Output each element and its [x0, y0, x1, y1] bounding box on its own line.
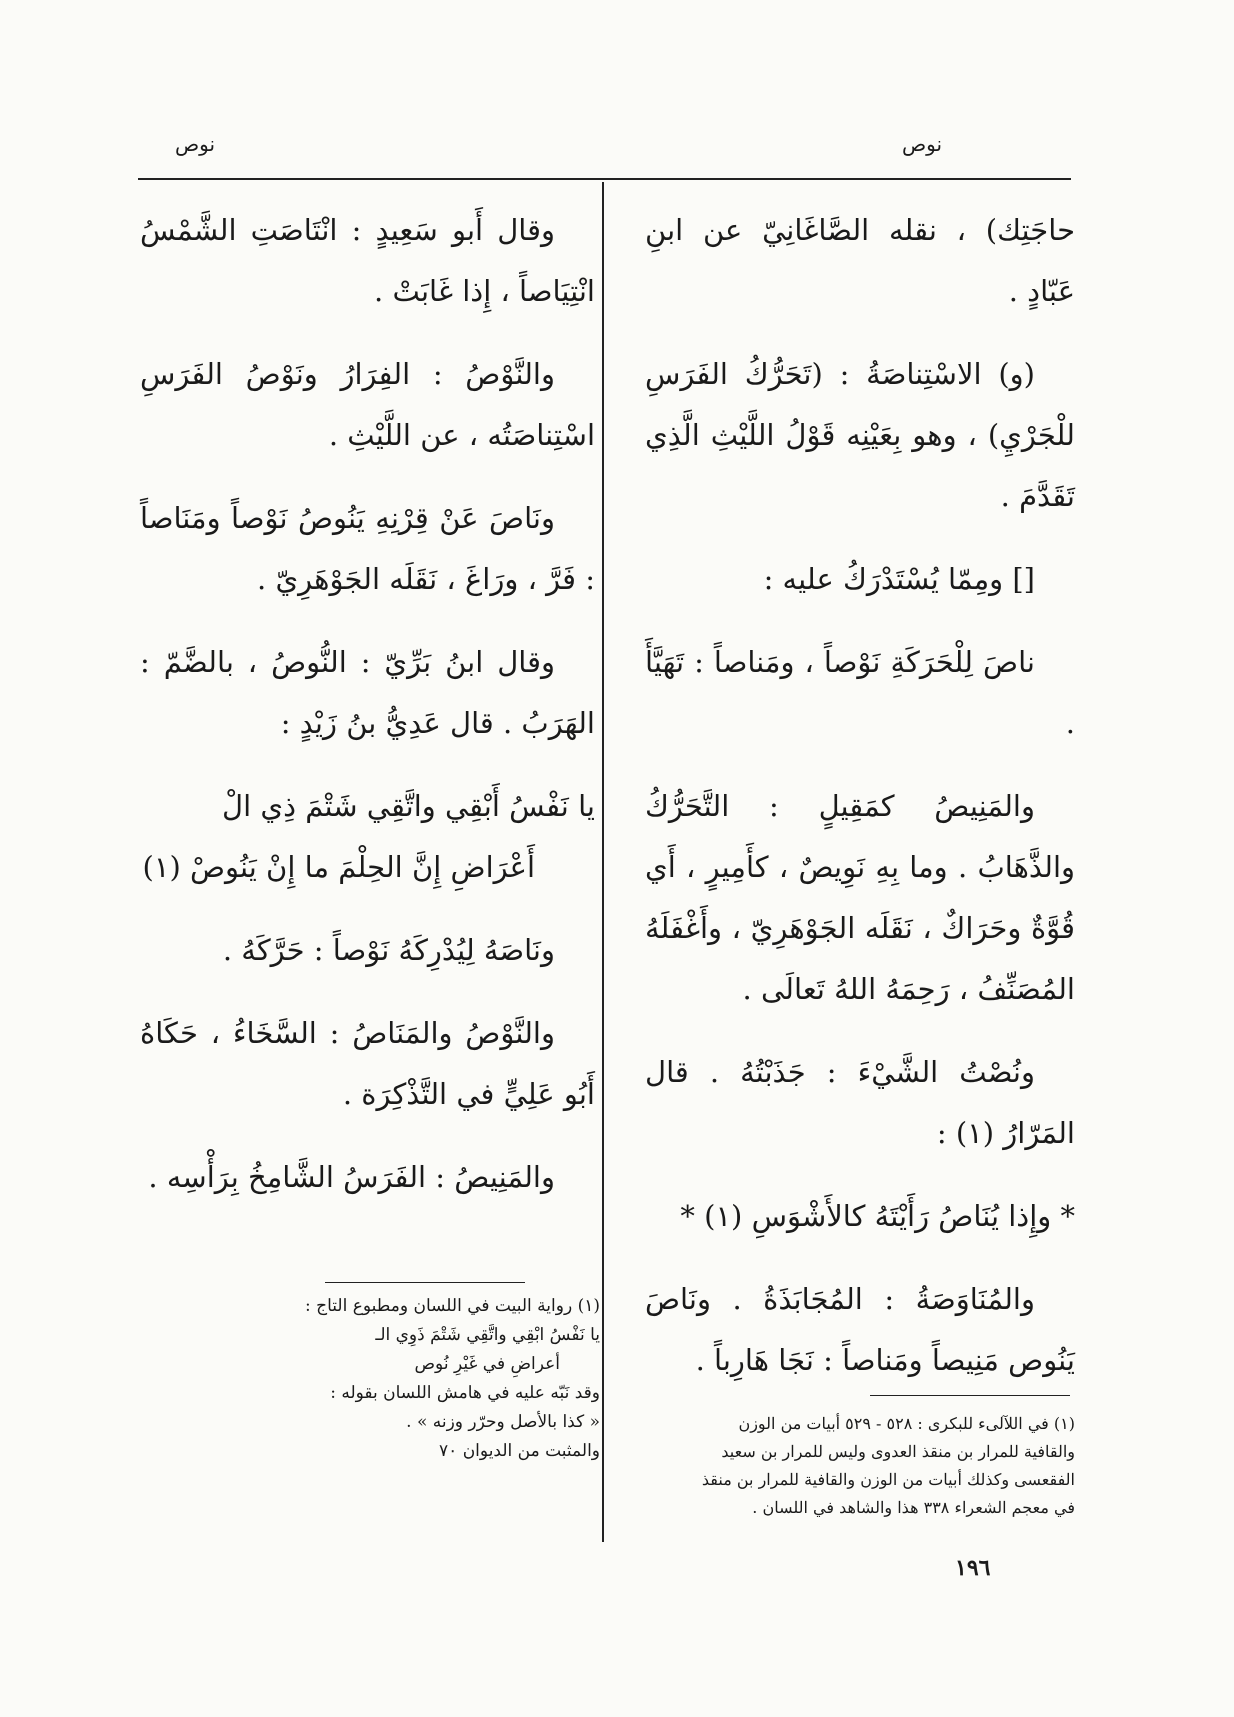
poem-verse — [140, 776, 595, 898]
paragraph: ناصَ لِلْحَرَكَةِ نَوْصاً ، ومَناصاً : تَهَيَّأَ . — [645, 645, 1075, 740]
paragraph: ونَاصَ عَنْ قِرْنِهِ يَنُوصُ نَوْصاً ومَنَاصاً : فَرَّ ، ورَاغَ ، نَقَلَه الجَوْهَرِيّ . — [140, 501, 595, 596]
footnote-left — [225, 1292, 600, 1466]
page-number: ١٩٦ — [955, 1555, 991, 1581]
footnote-line: والقافية للمرار بن منقذ العدوى وليس للمرار بن سعيد — [721, 1442, 1075, 1461]
footnote-rule-left — [325, 1282, 525, 1283]
column-divider — [602, 182, 604, 1542]
paragraph: [] ومِمّا يُسْتَدْرَكُ عليه : — [763, 562, 1035, 596]
paragraph: ونَاصَهُ لِيُدْرِكَهُ نَوْصاً : حَرَّكَهُ . — [222, 933, 555, 967]
footnote-line: « كذا بالأصل وحرّر وزنه » . — [406, 1412, 600, 1432]
header-word-left: نوص — [175, 132, 216, 156]
paragraph: وقال ابنُ بَرِّيّ : النُّوصُ ، بالضَّمّ : الهَرَبُ . قال عَدِيُّ بنُ زَيْدٍ : — [140, 645, 595, 740]
verse-hemistich-2: أَعْرَاضِ إِنَّ الحِلْمَ ما إِنْ يَنُوصْ (١) — [142, 850, 535, 884]
paragraph: حاجَتِك) ، نقله الصَّاغَانِيّ عن ابنِ عَبّادٍ . — [645, 213, 1075, 308]
footnote-line: والمثبت من الديوان ٧٠ — [439, 1441, 600, 1461]
right-column — [645, 200, 1075, 1413]
paragraph: والمَنِيصُ كمَقِيلٍ : التَّحَرُّكُ والذَّهَابُ . وما بِهِ نَوِيصٌ ، كأَمِيرٍ ، أَي قُوَّةٌ وحَرَاكٌ ، نَقَلَه الجَوْهَرِيّ ، وأَغْفَلَهُ المُصَنِّفُ ، رَحِمَهُ اللهُ تَعالَى . — [645, 789, 1075, 1006]
paragraph: (و) الاسْتِناصَةُ : (تَحَرُّكُ الفَرَسِ للْجَرْيِ) ، وهو بِعَيْنِه قَوْلُ اللَّيْثِ الَّذِي تَقَدَّمَ . — [645, 357, 1075, 513]
footnote-rule-right — [870, 1395, 1070, 1396]
paragraph: ونُصْتُ الشَّيْءَ : جَذَبْتُهُ . قال المَرّارُ (١) : — [645, 1055, 1075, 1150]
footnote-line: وقد نَبّه عليه في هامش اللسان بقوله : — [330, 1383, 600, 1403]
paragraph: والنَّوْصُ : الفِرَارُ ونَوْصُ الفَرَسِ اسْتِناصَتُه ، عن اللَّيْثِ . — [140, 357, 595, 452]
footnote-line: (١) رواية البيت في اللسان ومطبوع التاج : — [305, 1296, 600, 1316]
footnote-line: في معجم الشعراء ٣٣٨ هذا والشاهد في اللسان . — [752, 1498, 1075, 1517]
paragraph: والنَّوْصُ والمَنَاصُ : السَّخَاءُ ، حَكَاهُ أَبُو عَلِيٍّ في التَّذْكِرَة . — [140, 1016, 595, 1111]
footnote-line: الفقعسى وكذلك أبيات من الوزن والقافية للمرار بن منقذ — [701, 1470, 1075, 1489]
header-word-right: نوص — [902, 132, 943, 156]
footnote-line: يا نَفْسُ ابْقِي واتَّقِي شَتْمَ ذَوِي الـ — [375, 1325, 600, 1345]
footnote-line: أعراضِ في غَيْرِ نُوص — [414, 1354, 560, 1374]
left-column — [140, 200, 595, 1230]
footnote-line: (١) في اللآلىء للبكرى : ٥٢٨ - ٥٢٩ أبيات من الوزن — [738, 1414, 1075, 1433]
header-rule — [138, 178, 1071, 180]
paragraph: والمُنَاوَصَةُ : المُجَابَذَةُ . ونَاصَ يَنُوص مَنِيصاً ومَناصاً : نَجَا هَارِباً . — [645, 1282, 1075, 1377]
paragraph: وقال أَبو سَعِيدٍ : انْتَاصَتِ الشَّمْسُ انْتِيَاصاً ، إِذا غَابَتْ . — [140, 213, 595, 308]
verse-hemistich-1: يا نَفْسُ أَبْقِي واتَّقِي شَتْمَ ذِي الْ — [222, 789, 595, 823]
verse-line: * وإِذا يُنَاصُ رَأَيْتَهُ كالأَشْوَسِ (١) * — [680, 1199, 1075, 1233]
footnote-right — [660, 1410, 1075, 1522]
paragraph: والمَنِيصُ : الفَرَسُ الشَّامِخُ بِرَأْسِه . — [148, 1160, 555, 1194]
